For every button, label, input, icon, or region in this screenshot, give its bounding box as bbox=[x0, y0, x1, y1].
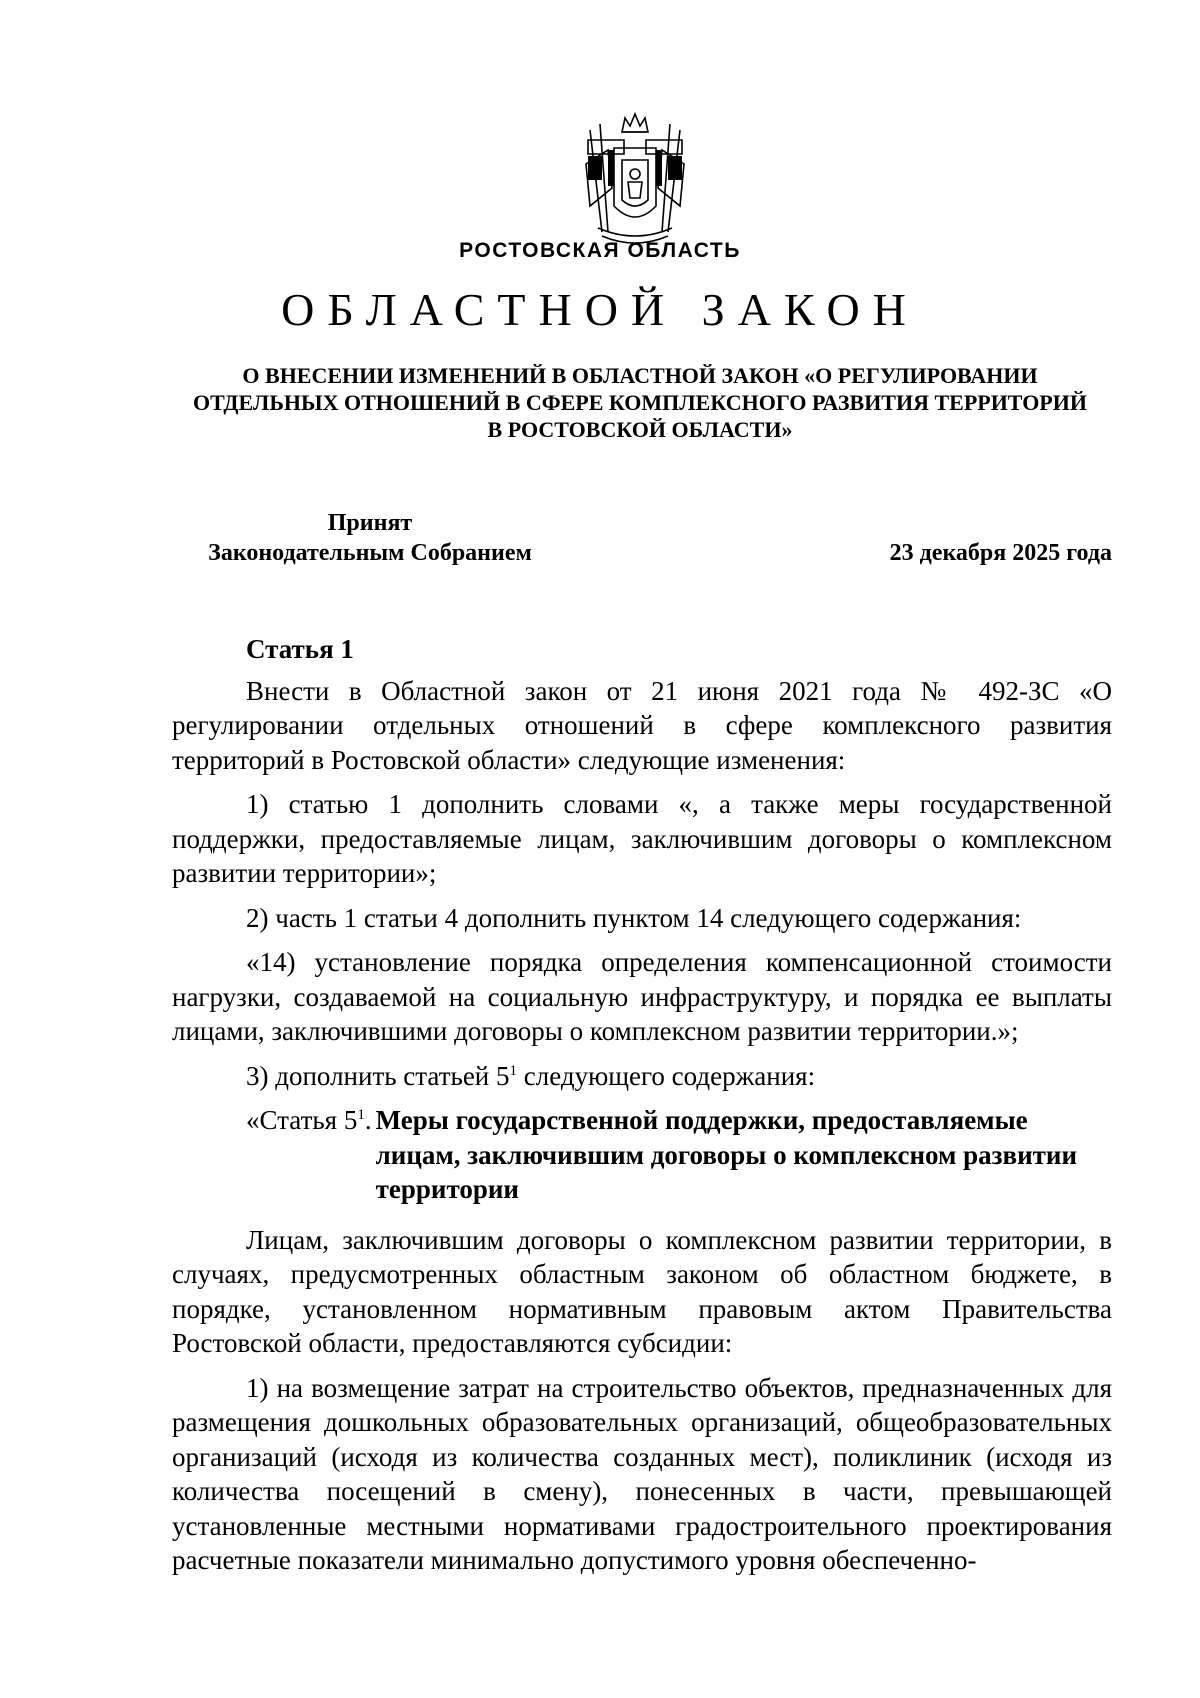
new-article-number-text: «Статья 5 bbox=[246, 1105, 358, 1135]
rostov-region-coat-of-arms-icon bbox=[578, 110, 692, 250]
article-heading: Статья 1 bbox=[246, 634, 354, 664]
amendment-item-1: 1) статью 1 дополнить словами «, а также меры государственной поддержки, предоставляемые лицам, заключившим договоры о комплексном развитии территории»; bbox=[172, 789, 1112, 888]
superscript: 1 bbox=[357, 1107, 365, 1123]
amendment-item-3-text-end: следующего содержания: bbox=[517, 1060, 816, 1091]
new-article-paragraph-2: 1) на возмещение затрат на строительство объектов, предназначенных для размещения дошкольных образовательных организаций, общеобразовательных организаций (исходя из количества созданных мест), поликлиник (исходя из количества посещений в смену), понесенных в части, превышающей установленные местными нормативами градостроительного проектирования расчетные показатели минимально допустимого уровня обеспеченно- bbox=[172, 1372, 1112, 1575]
amendment-item-3 bbox=[172, 1059, 1112, 1094]
adopted-label: Принят bbox=[327, 510, 413, 536]
article-intro: Внести в Областной закон от 21 июня 2021 года № 492-ЗС «О регулировании отдельных отношений в сфере комплексного развития территорий в Ростовской области» следующие изменения: bbox=[172, 675, 1112, 775]
adoption-date: 23 декабря 2025 года bbox=[889, 540, 1112, 566]
law-type-heading: ОБЛАСТНОЙ ЗАКОН bbox=[281, 284, 919, 335]
region-name: РОСТОВСКАЯ ОБЛАСТЬ bbox=[459, 239, 741, 262]
amendment-item-2: 2) часть 1 статьи 4 дополнить пунктом 14 следующего содержания: bbox=[246, 902, 1022, 933]
new-article-name: Меры государственной поддержки, предоставляемые лицам, заключившим договоры о комплексном развитии территории bbox=[375, 1105, 1078, 1204]
new-article-paragraph-1: Лицам, заключившим договоры о комплексном развитии территории, в случаях, предусмотренных областным законом об областном бюджете, в порядке, установленном нормативным правовым актом Правительства Ростовской области, предоставляются субсидии: bbox=[172, 1224, 1112, 1358]
amendment-item-3-text: 3) дополнить статьей 5 bbox=[246, 1060, 510, 1091]
adopting-body: Законодательным Собранием bbox=[208, 540, 532, 566]
new-article-number bbox=[246, 1103, 372, 1207]
document-body bbox=[172, 632, 1112, 1588]
new-article-heading bbox=[246, 1103, 1112, 1207]
law-title: О ВНЕСЕНИИ ИЗМЕНЕНИЙ В ОБЛАСТНОЙ ЗАКОН «О РЕГУЛИРОВАНИИ ОТДЕЛЬНЫХ ОТНОШЕНИЙ В СФЕРЕ КОМПЛЕКСНОГО РАЗВИТИЯ ТЕРРИТОРИЙ В РОСТОВСКОЙ ОБЛАСТИ» bbox=[193, 363, 1087, 442]
new-article-number-dot: . bbox=[364, 1105, 372, 1135]
superscript: 1 bbox=[509, 1062, 518, 1079]
amendment-item-2-quote: «14) установление порядка определения компенсационной стоимости нагрузки, создаваемой на социальную инфраструктуру, и порядка ее выплаты лицами, заключившими договоры о комплексном развитии территории.»; bbox=[172, 947, 1112, 1046]
adopted-by bbox=[170, 508, 570, 568]
